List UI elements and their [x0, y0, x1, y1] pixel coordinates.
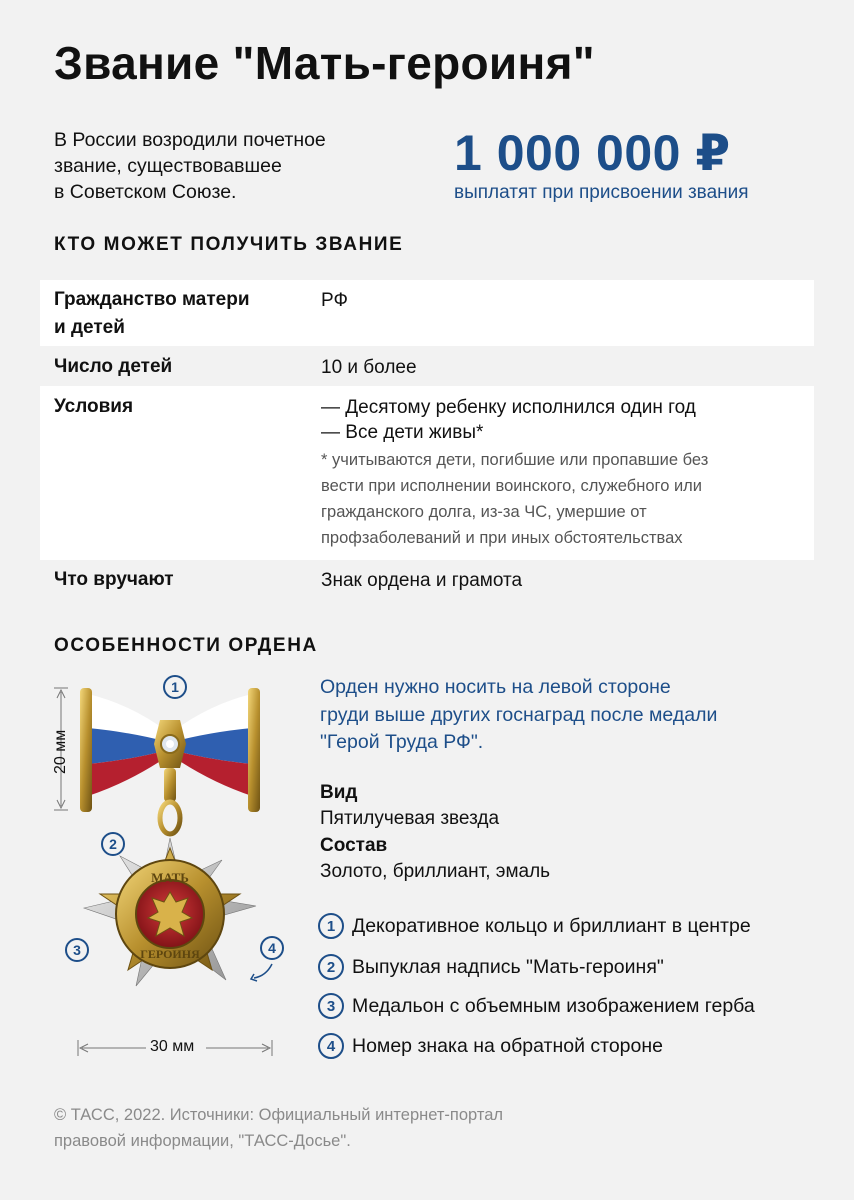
callout-1: 1: [163, 675, 187, 699]
page-title: Звание "Мать-героиня": [54, 37, 595, 89]
medal-inscription-top: МАТЬ: [151, 870, 189, 885]
type-value: Пятилучевая звезда: [320, 808, 500, 829]
source-footer: [54, 1102, 503, 1154]
feature-item: [318, 992, 755, 1020]
table-row: [40, 560, 814, 602]
payment-amount: 1 000 000 ₽: [454, 125, 731, 181]
feature-number: 1: [318, 913, 344, 939]
footnote-line: гражданского долга, из-за ЧС, умершие от: [321, 503, 647, 521]
medal-image: [40, 670, 300, 1070]
type-label: Вид: [320, 782, 358, 803]
row-label: [54, 286, 250, 342]
payment-caption: выплатят при присвоении звания: [454, 182, 749, 203]
feature-item: [318, 1032, 663, 1060]
row-label: [54, 566, 174, 594]
height-label: 20 мм: [52, 729, 69, 774]
feature-number: 2: [318, 954, 344, 980]
row-value: [321, 568, 522, 593]
row-value: [321, 288, 348, 313]
medal-illustration: [40, 670, 300, 1070]
feature-text: Декоративное кольцо и бриллиант в центре: [352, 914, 751, 937]
note-line: Орден нужно носить на левой стороне: [320, 676, 671, 698]
feature-text: Выпуклая надпись "Мать-героиня": [352, 955, 664, 978]
feature-text: Номер знака на обратной стороне: [352, 1034, 663, 1057]
footnote-line: профзаболеваний и при иных обстоятельствах: [321, 529, 683, 547]
composition-value: Золото, бриллиант, эмаль: [320, 861, 551, 882]
intro-line: В России возродили почетное: [54, 129, 326, 151]
note-line: груди выше других госнаград после медали: [320, 703, 718, 726]
row-value-line: — Все дети живы*: [321, 422, 484, 443]
row-value: [321, 355, 417, 380]
callout-3: 3: [65, 938, 89, 962]
footer-line: © ТАСС, 2022. Источники: Официальный интернет-портал: [54, 1106, 504, 1124]
width-label: 30 мм: [150, 1038, 195, 1055]
row-value-line: 10 и более: [321, 357, 417, 378]
footnote-line: * учитываются дети, погибшие или пропавшие без: [321, 451, 709, 469]
callout-4: 4: [260, 936, 284, 960]
table-row: [40, 280, 814, 346]
star-body: [84, 838, 256, 986]
row-label: [54, 353, 172, 381]
ribbon-bow: [80, 688, 260, 834]
footnote-line: вести при исполнении воинского, служебного или: [321, 477, 703, 495]
feature-number: 4: [318, 1033, 344, 1059]
eligibility-heading: КТО МОЖЕТ ПОЛУЧИТЬ ЗВАНИЕ: [54, 234, 404, 255]
order-heading: ОСОБЕННОСТИ ОРДЕНА: [54, 635, 318, 656]
medal-inscription-bottom: ГЕРОИНЯ: [140, 947, 200, 961]
table-row: [40, 346, 814, 386]
composition-label: Состав: [320, 835, 388, 856]
table-row: [40, 386, 814, 560]
row-value-line: Знак ордена и грамота: [321, 570, 523, 591]
intro-text: [54, 127, 384, 205]
row-label-line: Гражданство матери: [54, 289, 250, 310]
intro-line: в Советском Союзе.: [54, 181, 237, 203]
feature-item: [318, 912, 751, 940]
row-label-line: Что вручают: [54, 569, 174, 590]
row-value-line: РФ: [321, 290, 348, 311]
callout-2: 2: [101, 832, 125, 856]
conditions-footnote: [321, 447, 708, 551]
row-label-line: и детей: [54, 317, 125, 338]
row-value-line: — Десятому ребенку исполнился один год: [321, 397, 696, 418]
feature-text: Медальон с объемным изображением герба: [352, 994, 755, 1017]
callout-arrow: [254, 964, 272, 978]
row-label-line: Число детей: [54, 356, 173, 377]
order-wearing-note: [320, 674, 717, 757]
row-label: [54, 393, 133, 421]
row-value: [321, 395, 708, 551]
feature-item: [318, 953, 664, 981]
note-line: "Герой Труда РФ".: [320, 731, 484, 753]
footer-line: правовой информации, "ТАСС-Досье".: [54, 1132, 351, 1150]
intro-line: звание, существовавшее: [54, 155, 282, 177]
feature-number: 3: [318, 993, 344, 1019]
row-label-line: Условия: [54, 396, 134, 417]
